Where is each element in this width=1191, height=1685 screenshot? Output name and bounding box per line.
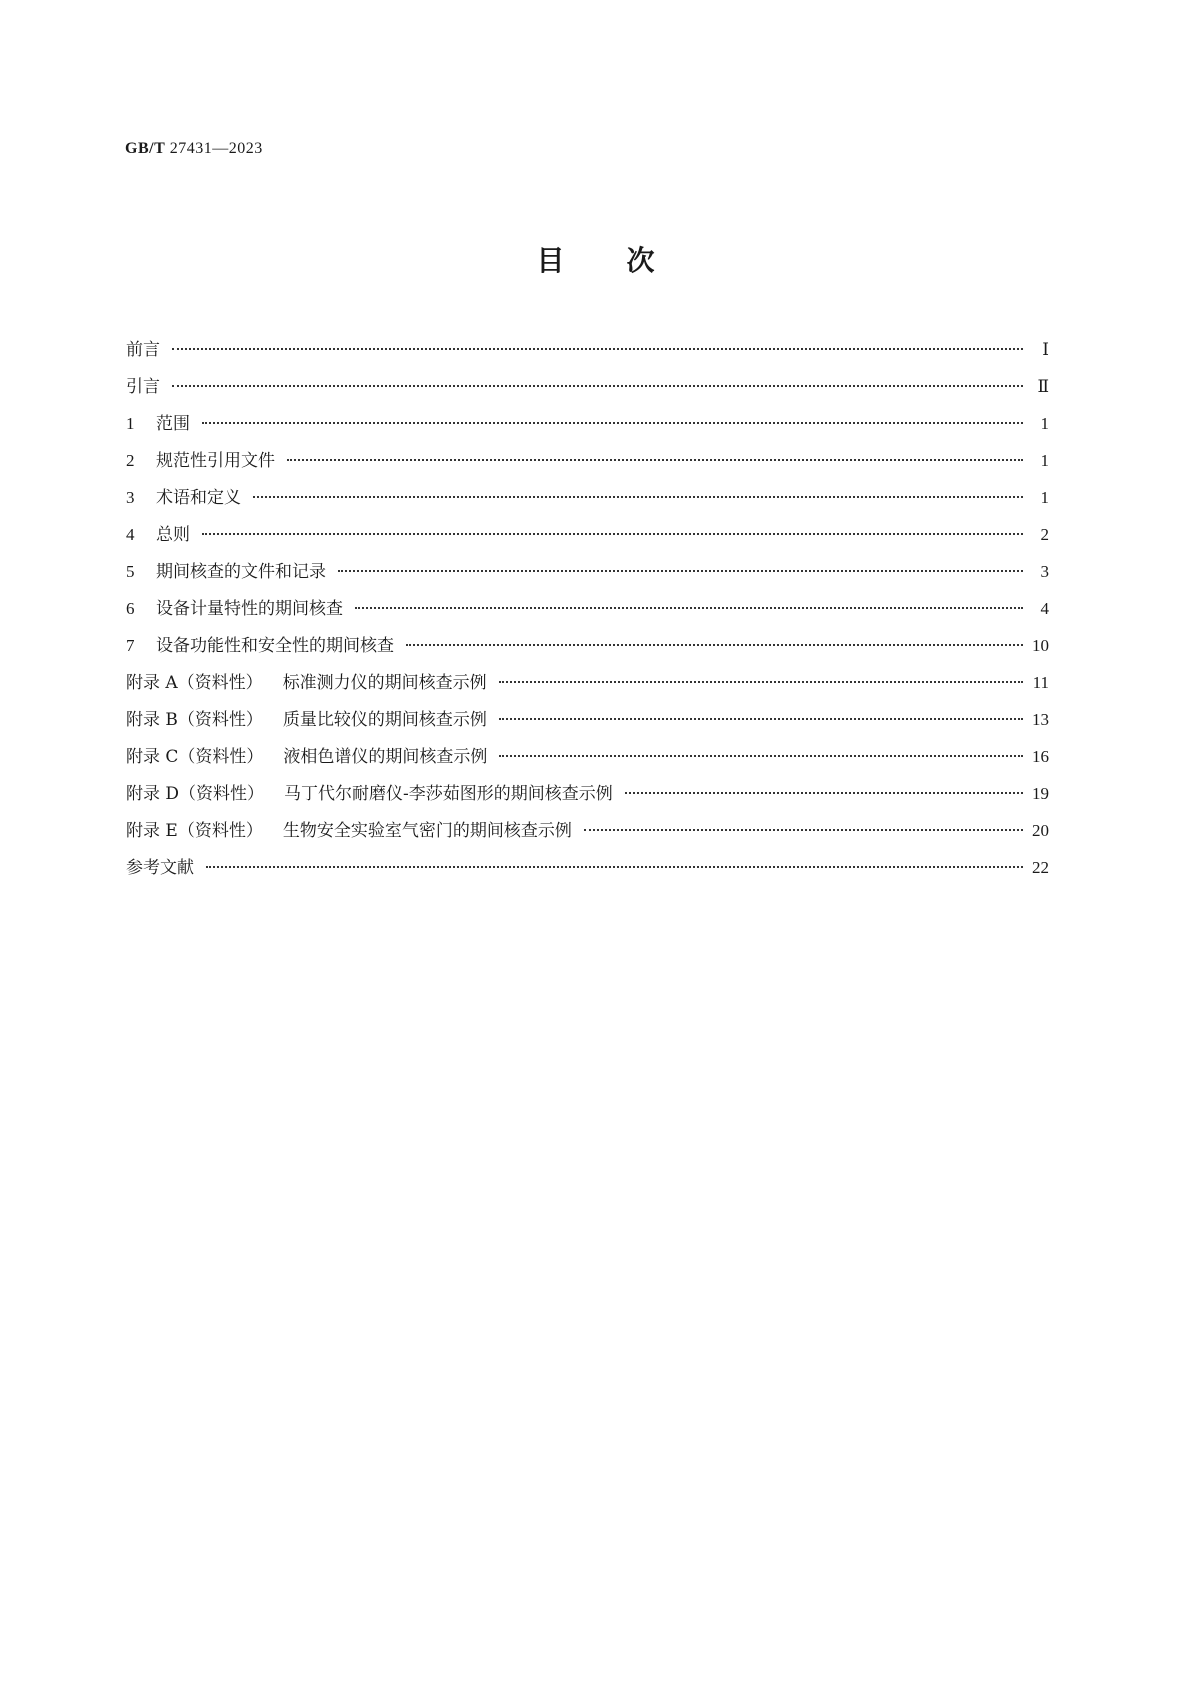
toc-entry[interactable] bbox=[126, 376, 1049, 413]
toc-entry-page-number: 3 bbox=[1040, 562, 1049, 581]
toc-entry-label: 标准测力仪的期间核查示例 bbox=[282, 673, 487, 693]
toc-entry[interactable] bbox=[126, 487, 1049, 524]
toc-entry-number: 3 bbox=[126, 488, 135, 507]
document-code bbox=[125, 140, 263, 158]
toc-entry-label: 质量比较仪的期间核查示例 bbox=[282, 710, 487, 730]
dot-leader bbox=[355, 607, 1023, 609]
dot-leader bbox=[625, 792, 1023, 794]
toc-entry-label: 生物安全实验室气密门的期间核查示例 bbox=[282, 821, 572, 841]
standard-prefix: GB/T bbox=[125, 140, 166, 157]
standard-number: 27431—2023 bbox=[169, 140, 263, 157]
toc-entry-page-number: 19 bbox=[1032, 784, 1049, 803]
toc-entry[interactable] bbox=[126, 598, 1049, 635]
toc-entry-appendix-label: 附录 A（资料性） bbox=[126, 673, 263, 693]
toc-entry-label: 期间核查的文件和记录 bbox=[156, 562, 326, 582]
toc-entry-page-number: 16 bbox=[1032, 747, 1049, 766]
toc-entry[interactable] bbox=[126, 783, 1049, 820]
toc-entry-page-number: 22 bbox=[1032, 858, 1049, 877]
toc-entry-number: 5 bbox=[126, 562, 135, 581]
dot-leader bbox=[499, 681, 1023, 683]
toc-entry[interactable] bbox=[126, 339, 1049, 376]
toc-entry[interactable] bbox=[126, 672, 1049, 709]
dot-leader bbox=[406, 644, 1023, 646]
toc-entry-number: 1 bbox=[126, 414, 135, 433]
dot-leader bbox=[499, 755, 1023, 757]
dot-leader bbox=[499, 718, 1023, 720]
toc-entry[interactable] bbox=[126, 709, 1049, 746]
dot-leader bbox=[202, 533, 1023, 535]
toc-entry-page-number: 13 bbox=[1032, 710, 1049, 729]
dot-leader bbox=[338, 570, 1023, 572]
toc-entry[interactable] bbox=[126, 561, 1049, 598]
toc-entry-page-number: 10 bbox=[1032, 636, 1049, 655]
toc-entry-page-number: 11 bbox=[1032, 673, 1049, 692]
toc-entry[interactable] bbox=[126, 820, 1049, 857]
toc-entry-label: 设备功能性和安全性的期间核查 bbox=[156, 636, 394, 656]
toc-entry-page-number: 1 bbox=[1040, 451, 1049, 470]
page-title: 目次 bbox=[536, 244, 717, 277]
toc-entry-appendix-label: 附录 E（资料性） bbox=[126, 821, 263, 841]
dot-leader bbox=[253, 496, 1023, 498]
toc-entry-appendix-label: 附录 B（资料性） bbox=[126, 710, 263, 730]
toc-entry-page-number: 1 bbox=[1040, 488, 1049, 507]
toc-entry-page-number: 4 bbox=[1040, 599, 1049, 618]
table-of-contents bbox=[126, 339, 1049, 894]
toc-entry-label: 参考文献 bbox=[126, 858, 194, 878]
toc-entry-label: 规范性引用文件 bbox=[156, 451, 275, 471]
dot-leader bbox=[172, 385, 1023, 387]
dot-leader bbox=[206, 866, 1023, 868]
toc-entry-page-number: Ⅰ bbox=[1042, 340, 1049, 359]
toc-entry-label: 马丁代尔耐磨仪-李莎茹图形的期间核查示例 bbox=[284, 784, 613, 804]
toc-entry-label: 总则 bbox=[156, 525, 190, 545]
toc-entry-number: 4 bbox=[126, 525, 135, 544]
dot-leader bbox=[584, 829, 1023, 831]
toc-entry[interactable] bbox=[126, 746, 1049, 783]
toc-entry-label: 设备计量特性的期间核查 bbox=[156, 599, 343, 619]
toc-entry-number: 6 bbox=[126, 599, 135, 618]
dot-leader bbox=[172, 348, 1023, 350]
toc-entry-number: 7 bbox=[126, 636, 135, 655]
toc-entry[interactable] bbox=[126, 635, 1049, 672]
toc-entry-appendix-label: 附录 C（资料性） bbox=[126, 747, 264, 767]
toc-entry-number: 2 bbox=[126, 451, 135, 470]
toc-entry-label: 范围 bbox=[156, 414, 190, 434]
toc-entry-label: 液相色谱仪的期间核查示例 bbox=[283, 747, 488, 767]
toc-entry[interactable] bbox=[126, 857, 1049, 894]
toc-entry-page-number: Ⅱ bbox=[1037, 377, 1049, 396]
dot-leader bbox=[202, 422, 1023, 424]
toc-entry-label: 前言 bbox=[126, 340, 160, 360]
toc-entry-page-number: 1 bbox=[1040, 414, 1049, 433]
toc-entry[interactable] bbox=[126, 413, 1049, 450]
toc-entry[interactable] bbox=[126, 450, 1049, 487]
toc-entry-label: 引言 bbox=[126, 377, 160, 397]
toc-entry-page-number: 2 bbox=[1040, 525, 1049, 544]
toc-entry-appendix-label: 附录 D（资料性） bbox=[126, 784, 265, 804]
toc-entry-label: 术语和定义 bbox=[156, 488, 241, 508]
toc-entry-page-number: 20 bbox=[1032, 821, 1049, 840]
dot-leader bbox=[287, 459, 1023, 461]
toc-entry[interactable] bbox=[126, 524, 1049, 561]
